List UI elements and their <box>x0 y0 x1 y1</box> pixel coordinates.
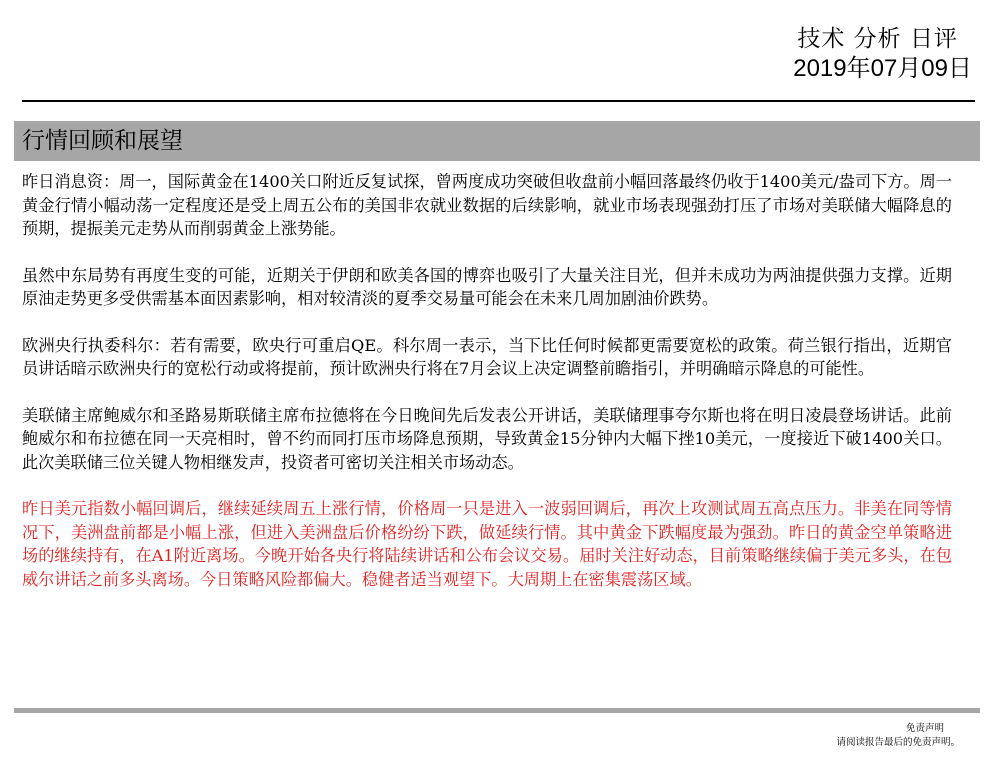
paragraph-oil-news: 虽然中东局势有再度生变的可能，近期关于伊朗和欧美各国的博弈也吸引了大量关注目光，但并未成功为两油提供强力支撑。近期原油走势更多受供需基本面因素影响，相对较清淡的夏季交易量可能会在未来几周加剧油价跌势。 <box>22 265 952 308</box>
report-title: 技术 分析 日评 <box>797 26 958 52</box>
paragraph-gold-news: 昨日消息资：周一，国际黄金在1400关口附近反复试探，曾两度成功突破但收盘前小幅回落最终仍收于1400美元/盎司下方。周一黄金行情小幅动荡一定程度还是受上周五公布的美国非农就业数据的后续影响，就业市场表现强劲打压了市场对美联储大幅降息的预期，提振美元走势从而削弱黄金上涨势能。 <box>22 172 952 238</box>
disclaimer-text: 请阅读报告最后的免责声明。 <box>836 737 960 748</box>
header-divider <box>22 100 975 102</box>
paragraph-fed-news: 美联储主席鲍威尔和圣路易斯联储主席布拉德将在今日晚间先后发表公开讲话，美联储理事夸尔斯也将在明日凌晨登场讲话。此前鲍威尔和布拉德在同一天亮相时，曾不约而同打压市场降息预期，导致黄金15分钟内大幅下挫10美元，一度接近下破1400关口。此次美联储三位关键人物相继发声，投资者可密切关注相关市场动态。 <box>22 405 952 472</box>
paragraph-ecb-news: 欧洲央行执委科尔：若有需要，欧央行可重启QE。科尔周一表示，当下比任何时候都更需要宽松的政策。荷兰银行指出，近期官员讲话暗示欧洲央行的宽松行动或将提前，预计欧洲央行将在7月会议上决定调整前瞻指引，并明确暗示降息的可能性。 <box>22 335 952 378</box>
report-body <box>22 170 952 614</box>
report-date: 2019年07月09日 <box>793 55 972 82</box>
disclaimer-title: 免责声明 <box>905 723 944 734</box>
paragraph-strategy: 昨日美元指数小幅回调后，继续延续周五上涨行情，价格周一只是进入一波弱回调后，再次上攻测试周五高点压力。非美在同等情况下，美洲盘前都是小幅上涨，但进入美洲盘后价格纷纷下跌，做延续行情。其中黄金下跌幅度最为强劲。昨日的黄金空单策略进场的继续持有，在A1附近离场。今晚开始各央行将陆续讲话和公布会议交易。届时关注好动态，目前策略继续偏于美元多头，在包威尔讲话之前多头离场。今日策略风险都偏大。稳健者适当观望下。大周期上在密集震荡区域。 <box>22 499 952 589</box>
section-title: 行情回顾和展望 <box>22 128 183 154</box>
footer-divider <box>14 708 980 713</box>
